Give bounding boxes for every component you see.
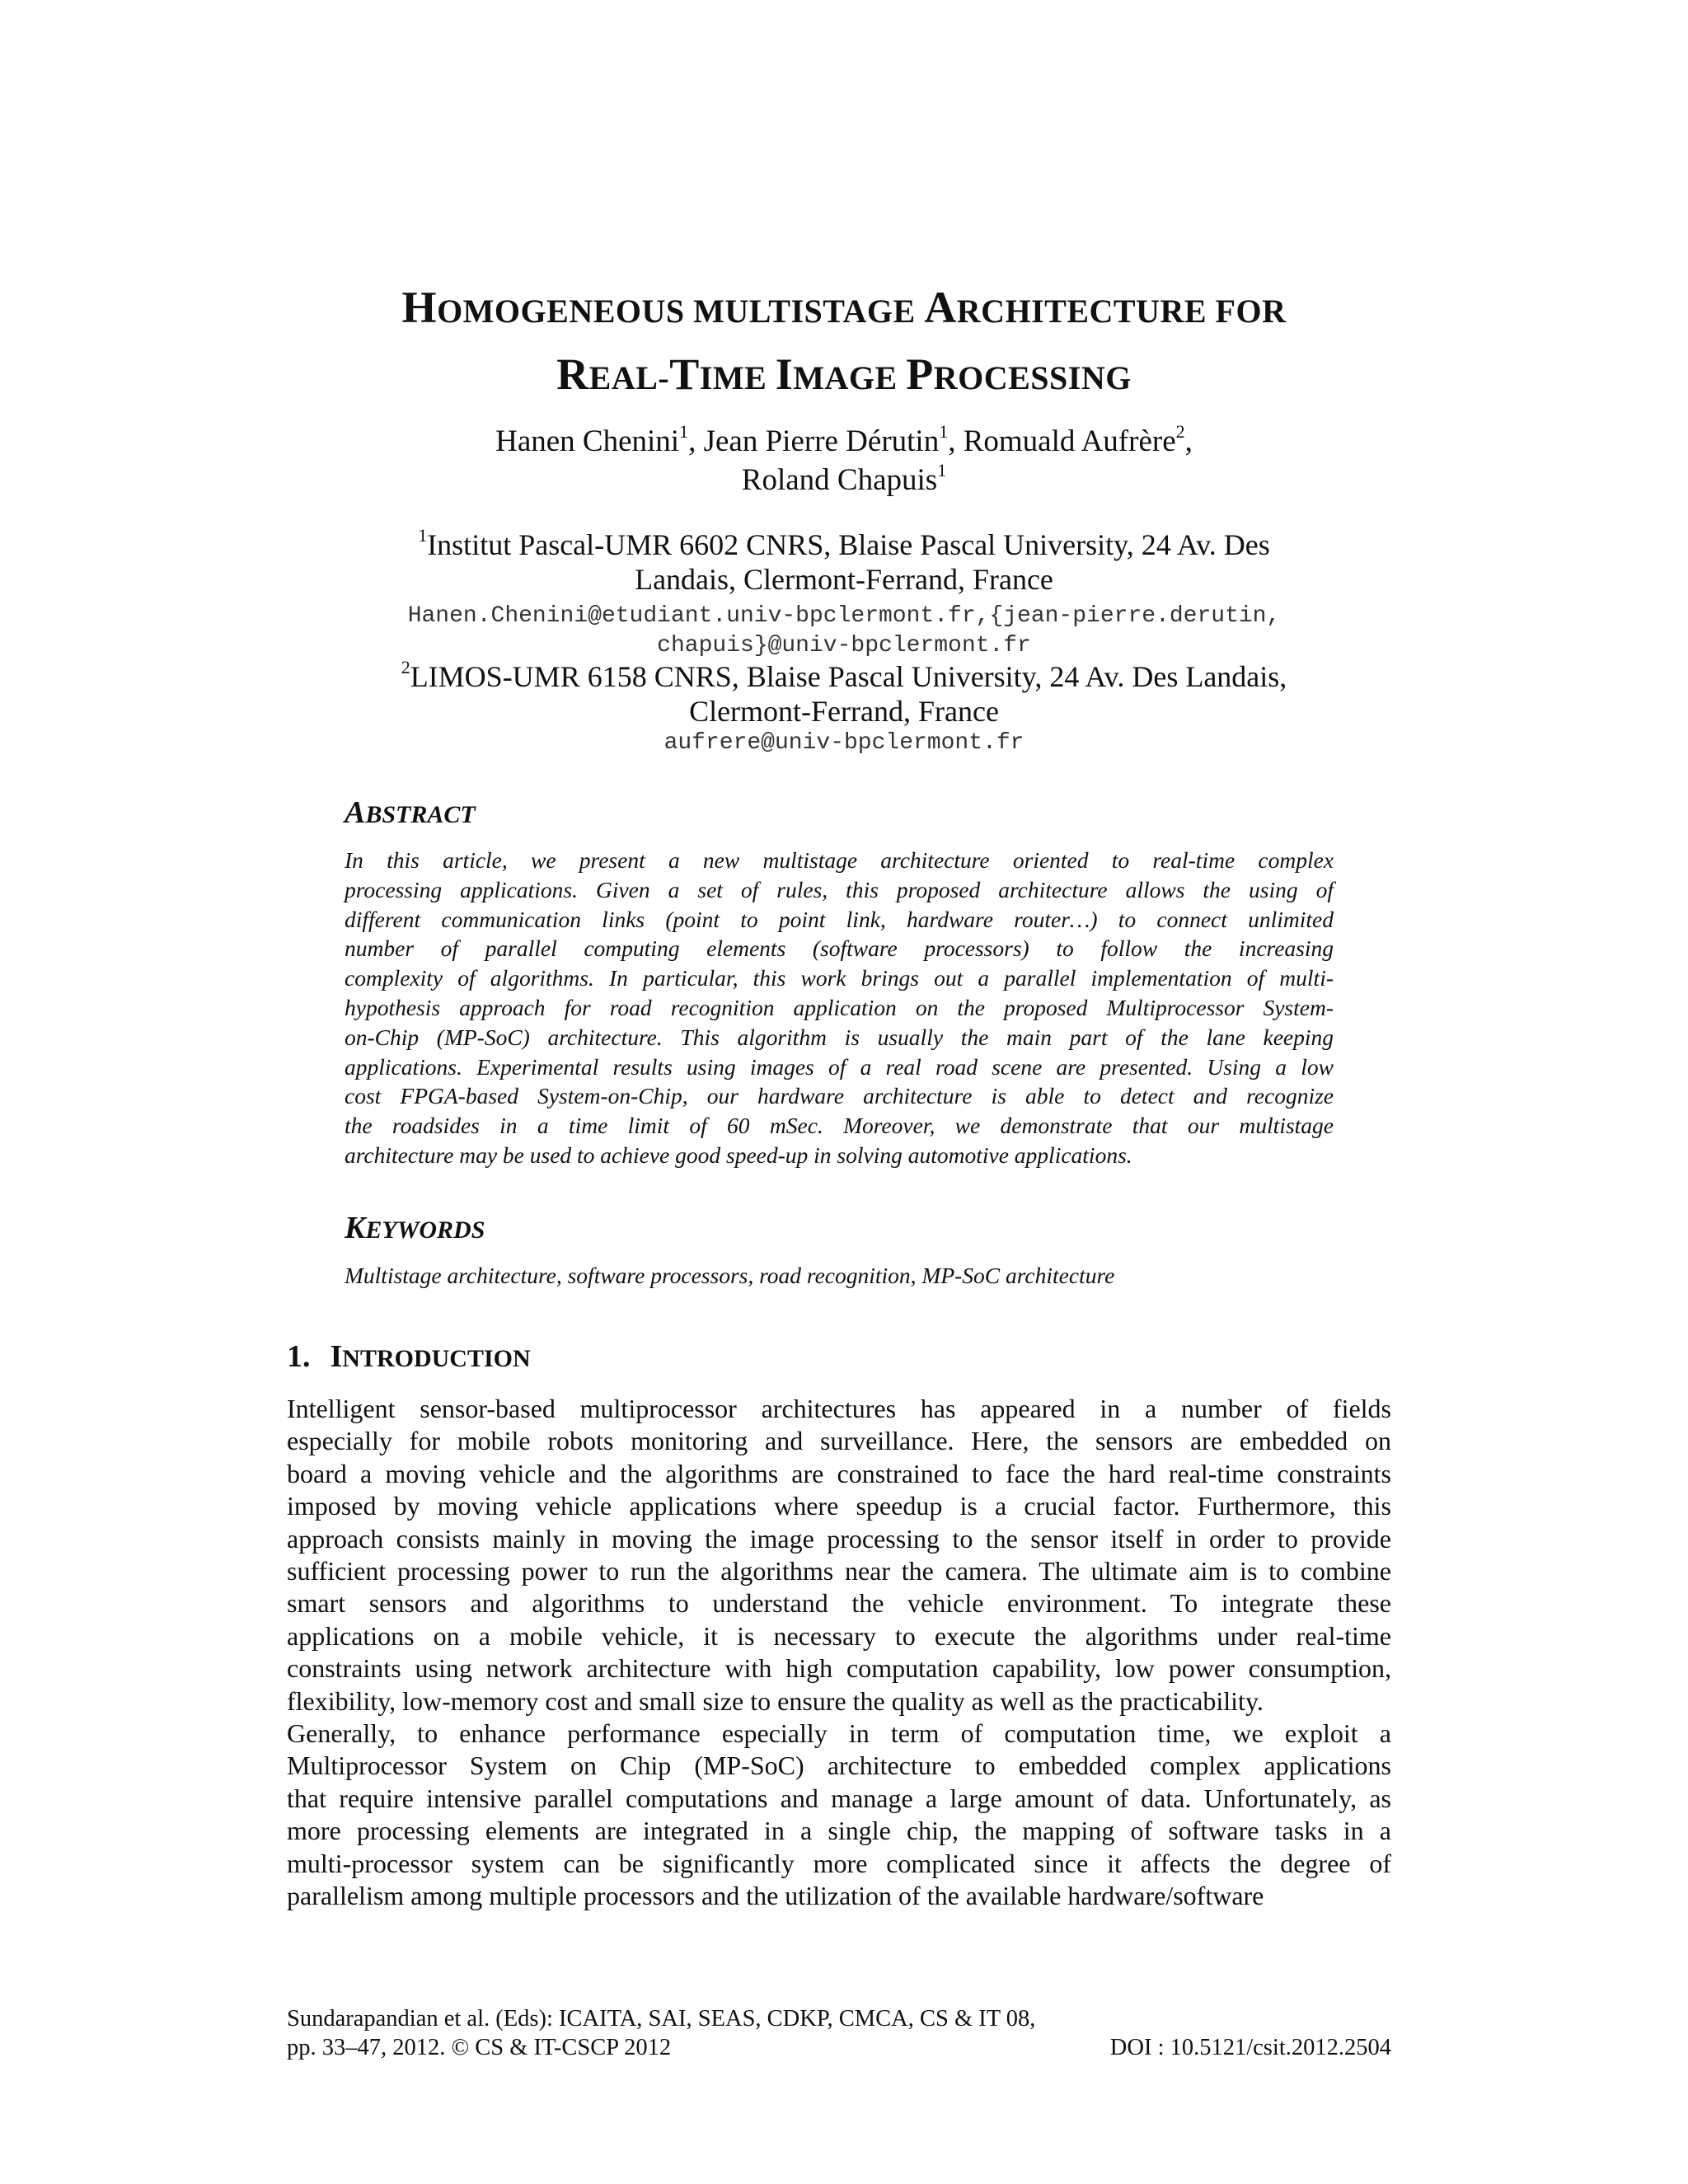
introduction-body <box>287 1393 1391 1913</box>
abstract-line: different communication links (point to point link, hardware router…) to connect unlimited <box>345 906 1334 932</box>
author-affiliation-mark: 1 <box>679 421 689 442</box>
introduction-line: parallelism among multiple processors and the utilization of the available hardware/software <box>287 1881 1264 1911</box>
abstract-line: on-Chip (MP-SoC) architecture. This algorithm is usually the main part of the lane keeping <box>345 1024 1334 1050</box>
abstract-heading <box>345 795 476 830</box>
affiliation-1-emails <box>165 602 1523 661</box>
author-affiliation-mark: 1 <box>939 421 949 442</box>
abstract-line: complexity of algorithms. In particular, this work brings out a parallel implementation of multi- <box>345 965 1334 991</box>
introduction-line: Multiprocessor System on Chip (MP-SoC) architecture to embedded complex applications <box>287 1750 1391 1781</box>
abstract-body <box>345 846 1334 1170</box>
introduction-heading <box>287 1340 531 1376</box>
author-name: Hanen Chenini <box>495 424 680 458</box>
email-line-1[interactable]: Hanen.Chenini@etudiant.univ-bpclermont.fr,{jean-pierre.derutin, <box>407 603 1281 629</box>
abstract-line: applications. Experimental results using images of a real road scene are presented. Using a low <box>345 1053 1334 1080</box>
title-rest: EAL- <box>588 359 670 396</box>
keywords-heading <box>345 1213 485 1245</box>
heading-rest: NTRODUCTION <box>342 1345 531 1372</box>
title-rest: ROCESSING <box>933 359 1132 396</box>
author-line-2 <box>165 461 1523 499</box>
heading-rest: EYWORDS <box>365 1216 485 1244</box>
introduction-line: smart sensors and algorithms to understand the vehicle environment. To integrate these <box>287 1588 1391 1619</box>
affiliation-2 <box>165 659 1523 729</box>
footer-pages-copyright: pp. 33–47, 2012. © CS & IT-CSCP 2012 <box>287 2035 672 2060</box>
title-cap: T <box>669 349 700 399</box>
title-cap: H <box>401 283 438 332</box>
introduction-line: Intelligent sensor-based multiprocessor architectures has appeared in a number of fields <box>287 1394 1391 1423</box>
title-cap: P <box>906 349 934 399</box>
abstract-line: the roadsides in a time limit of 60 mSec. Moreover, we demonstrate that our multistage <box>345 1113 1334 1139</box>
email-line[interactable]: aufrere@univ-bpclermont.fr <box>663 730 1025 756</box>
affiliation-2-line-1 <box>165 659 1523 694</box>
author-name: Roland Chapuis <box>741 463 938 497</box>
footer-line-1: Sundarapandian et al. (Eds): ICAITA, SAI, SEAS, CDKP, CMCA, CS & IT 08, <box>287 2006 1036 2032</box>
abstract-line: processing applications. Given a set of rules, this proposed architecture allows the using of <box>345 876 1334 902</box>
affiliation-2-line-2: Clermont-Ferrand, France <box>689 695 999 728</box>
affiliation-2-email <box>165 729 1523 758</box>
footer-line-2 <box>287 2033 1391 2062</box>
title-rest: OMOGENEOUS MULTISTAGE <box>437 293 925 330</box>
keywords-text: Multistage architecture, software processors, road recognition, MP-SoC architecture <box>345 1263 1115 1288</box>
affiliation-mark: 2 <box>401 657 410 677</box>
introduction-line: constraints using network architecture with high computation capability, low power consumption, <box>287 1653 1391 1684</box>
affiliation-mark: 1 <box>418 525 428 546</box>
introduction-line: that require intensive parallel computations and manage a large amount of data. Unfortunately, as <box>287 1783 1391 1813</box>
title-line-1 <box>165 276 1523 343</box>
affiliation-1-line-2: Landais, Clermont-Ferrand, France <box>635 563 1053 596</box>
abstract-line: cost FPGA-based System-on-Chip, our hardware architecture is able to detect and recognize <box>345 1083 1334 1109</box>
title-cap: R <box>556 349 589 399</box>
affiliation-text: Institut Pascal-UMR 6602 CNRS, Blaise Pascal University, 24 Av. Des <box>427 528 1270 561</box>
title-line-2 <box>165 343 1523 410</box>
affiliation-text: LIMOS-UMR 6158 CNRS, Blaise Pascal University, 24 Av. Des Landais, <box>410 660 1287 693</box>
affiliation-1-line-1 <box>165 527 1523 562</box>
introduction-line: approach consists mainly in moving the image processing to the sensor itself in order to provide <box>287 1523 1391 1554</box>
title-rest: IME <box>699 359 776 396</box>
introduction-line: more processing elements are integrated in a single chip, the mapping of software tasks in a <box>287 1816 1391 1846</box>
paper-title <box>165 276 1523 410</box>
title-cap: I <box>775 349 794 399</box>
introduction-line: multi-processor system can be significantly more complicated since it affects the degree of <box>287 1848 1391 1878</box>
email-line-2[interactable]: chapuis}@univ-bpclermont.fr <box>657 633 1031 658</box>
heading-cap: I <box>330 1339 343 1374</box>
author-name: , Jean Pierre Dérutin <box>688 424 940 458</box>
author-list <box>165 422 1523 499</box>
introduction-line: flexibility, low-memory cost and small size to ensure the quality as well as the practicability. <box>287 1685 1264 1716</box>
abstract-line: In this article, we present a new multistage architecture oriented to real-time complex <box>345 847 1334 873</box>
author-affiliation-mark: 2 <box>1175 421 1185 442</box>
heading-cap: K <box>345 1211 366 1245</box>
heading-rest: BSTRACT <box>365 801 476 828</box>
page-footer <box>287 2004 1391 2062</box>
footer-doi[interactable]: DOI : 10.5121/csit.2012.2504 <box>1109 2035 1391 2060</box>
title-rest: RCHITECTURE FOR <box>956 293 1287 330</box>
introduction-line: applications on a mobile vehicle, it is necessary to execute the algorithms under real-time <box>287 1620 1391 1651</box>
title-cap: A <box>924 283 957 332</box>
title-rest: MAGE <box>793 359 907 396</box>
abstract-line: hypothesis approach for road recognition application on the proposed Multiprocessor System- <box>345 994 1334 1020</box>
heading-cap: A <box>345 795 366 830</box>
section-number: 1. <box>287 1339 311 1374</box>
introduction-line: imposed by moving vehicle applications where speedup is a crucial factor. Furthermore, this <box>287 1491 1391 1521</box>
abstract-line: architecture may be used to achieve good speed-up in solving automotive applications. <box>345 1141 1132 1168</box>
author-separator: , <box>1184 424 1193 458</box>
author-name: , Romuald Aufrère <box>948 424 1176 458</box>
abstract-line: number of parallel computing elements (software processors) to follow the increasing <box>345 935 1334 962</box>
affiliation-1 <box>165 527 1523 597</box>
introduction-line: especially for mobile robots monitoring and surveillance. Here, the sensors are embedded on <box>287 1426 1391 1456</box>
author-line-1 <box>165 422 1523 461</box>
introduction-line: Generally, to enhance performance especially in term of computation time, we exploit a <box>287 1718 1391 1749</box>
introduction-line: board a moving vehicle and the algorithms are constrained to face the hard real-time constraints <box>287 1458 1391 1488</box>
author-affiliation-mark: 1 <box>937 460 947 480</box>
introduction-line: sufficient processing power to run the algorithms near the camera. The ultimate aim is to combine <box>287 1556 1391 1586</box>
